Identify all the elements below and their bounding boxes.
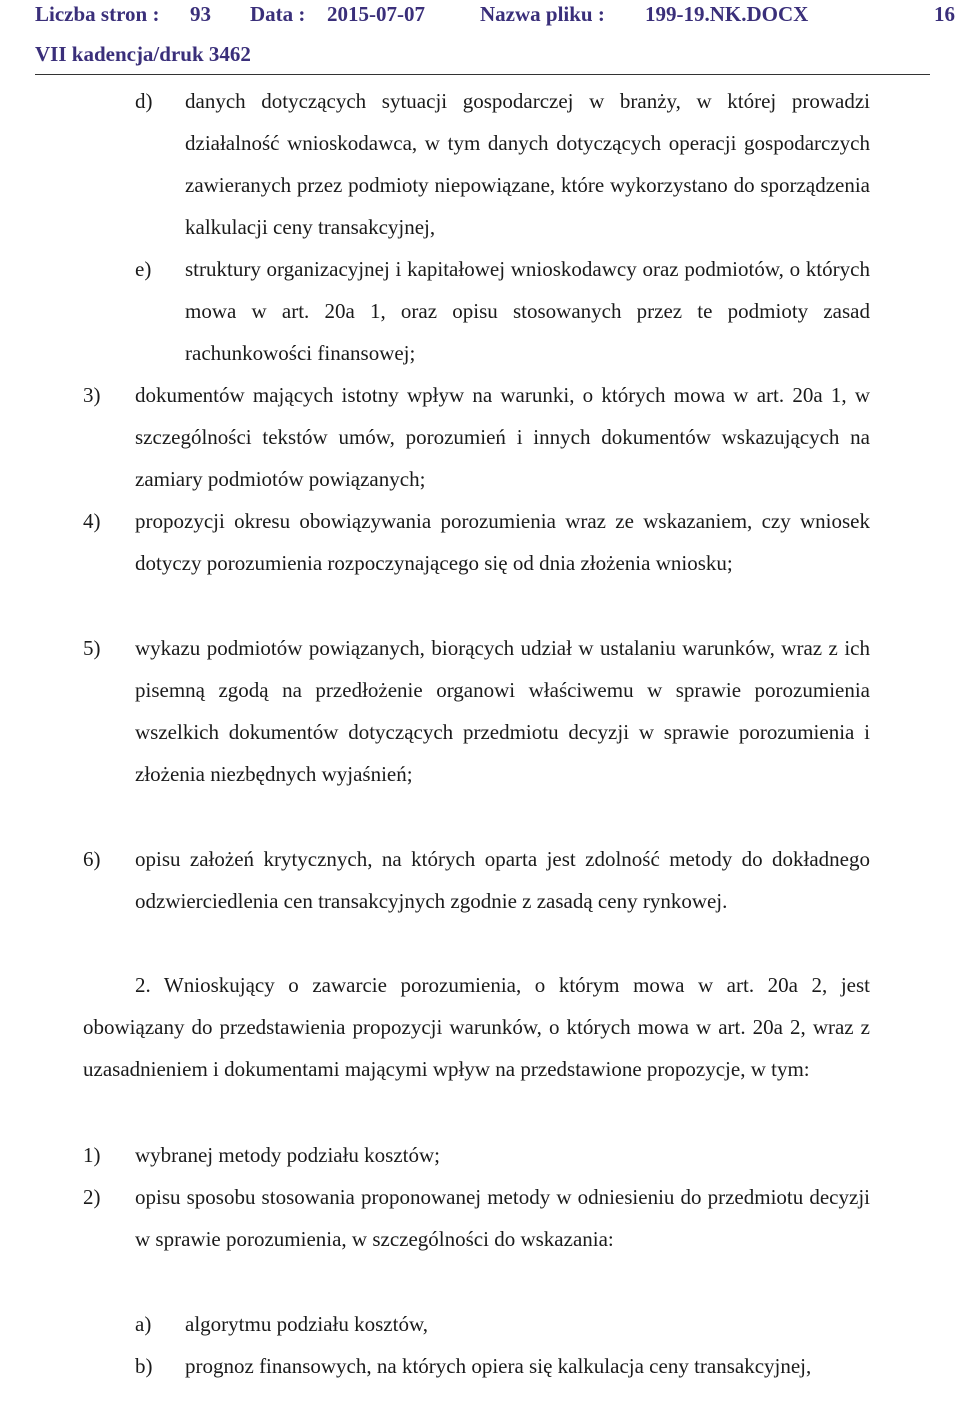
term-label: VII kadencja/druk 3462 [35, 42, 251, 66]
page-header [35, 0, 960, 70]
file-value: 199-19.NK.DOCX [645, 2, 809, 26]
date-value: 2015-07-07 [327, 2, 425, 26]
header-divider [35, 74, 930, 75]
item-marker: 2) [83, 1185, 101, 1209]
pages-value: 93 [190, 2, 211, 26]
file-label: Nazwa pliku : [480, 2, 605, 26]
item-marker: 5) [83, 636, 101, 660]
item-text: prognoz finansowych, na których opiera się kalkulacja ceny transakcyjnej, [185, 1354, 812, 1378]
item-text: danych dotyczących sytuacji gospodarczej w branży, w której prowadzi działalność wnioskodawca, w tym danych dotyczących operacji gospodarczych zawieranych przez podmioty niepowiązane, które wykorzystano do sporządzenia kalkulacji ceny transakcyjnej, [185, 89, 870, 239]
item-marker: 6) [83, 847, 101, 871]
date-label: Data : [250, 2, 306, 26]
item-marker: 3) [83, 383, 101, 407]
item-marker: 1) [83, 1143, 101, 1167]
item-text: struktury organizacyjnej i kapitałowej wnioskodawcy oraz podmiotów, o których mowa w art. 20a 1, oraz opisu stosowanych przez te podmioty zasad rachunkowości finansowej; [185, 257, 870, 365]
item-text: dokumentów mających istotny wpływ na warunki, o których mowa w art. 20a 1, w szczególności tekstów umów, porozumień i innych dokumentów wskazujących na zamiary podmiotów powiązanych; [135, 383, 870, 491]
item-marker: a) [135, 1312, 152, 1336]
item-text: wykazu podmiotów powiązanych, biorących udział w ustalaniu warunków, wraz z ich pisemną zgodą na przedłożenie organowi właściwemu w sprawie porozumienia wszelkich dokumentów dotyczących przedmiotu decyzji w sprawie porozumienia i złożenia niezbędnych wyjaśnień; [135, 636, 870, 786]
item-marker: e) [135, 257, 152, 281]
pages-label: Liczba stron : [35, 2, 160, 26]
item-text: opisu sposobu stosowania proponowanej metody w odniesieniu do przedmiotu decyzji w sprawie porozumienia, w szczególności do wskazania: [135, 1185, 870, 1251]
item-text: opisu założeń krytycznych, na których oparta jest zdolność metody do dokładnego odzwierciedlenia cen transakcyjnych zgodnie z zasadą ceny rynkowej. [135, 847, 870, 913]
item-text: propozycji okresu obowiązywania porozumienia wraz ze wskazaniem, czy wniosek dotyczy porozumienia rozpoczynającego się od dnia złożenia wniosku; [135, 509, 870, 575]
page-number: 16 [934, 2, 955, 26]
item-marker: d) [135, 89, 153, 113]
item-marker: b) [135, 1354, 153, 1378]
paragraph-2: 2. Wnioskujący o zawarcie porozumienia, o którym mowa w art. 20a 2, jest obowiązany do przedstawienia propozycji warunków, o których mowa w art. 20a 2, wraz z uzasadnieniem i dokumentami mającymi wpływ na przedstawione propozycje, w tym: [83, 973, 870, 1081]
item-text: wybranej metody podziału kosztów; [135, 1143, 441, 1167]
item-marker: 4) [83, 509, 101, 533]
item-text: algorytmu podziału kosztów, [185, 1312, 429, 1336]
